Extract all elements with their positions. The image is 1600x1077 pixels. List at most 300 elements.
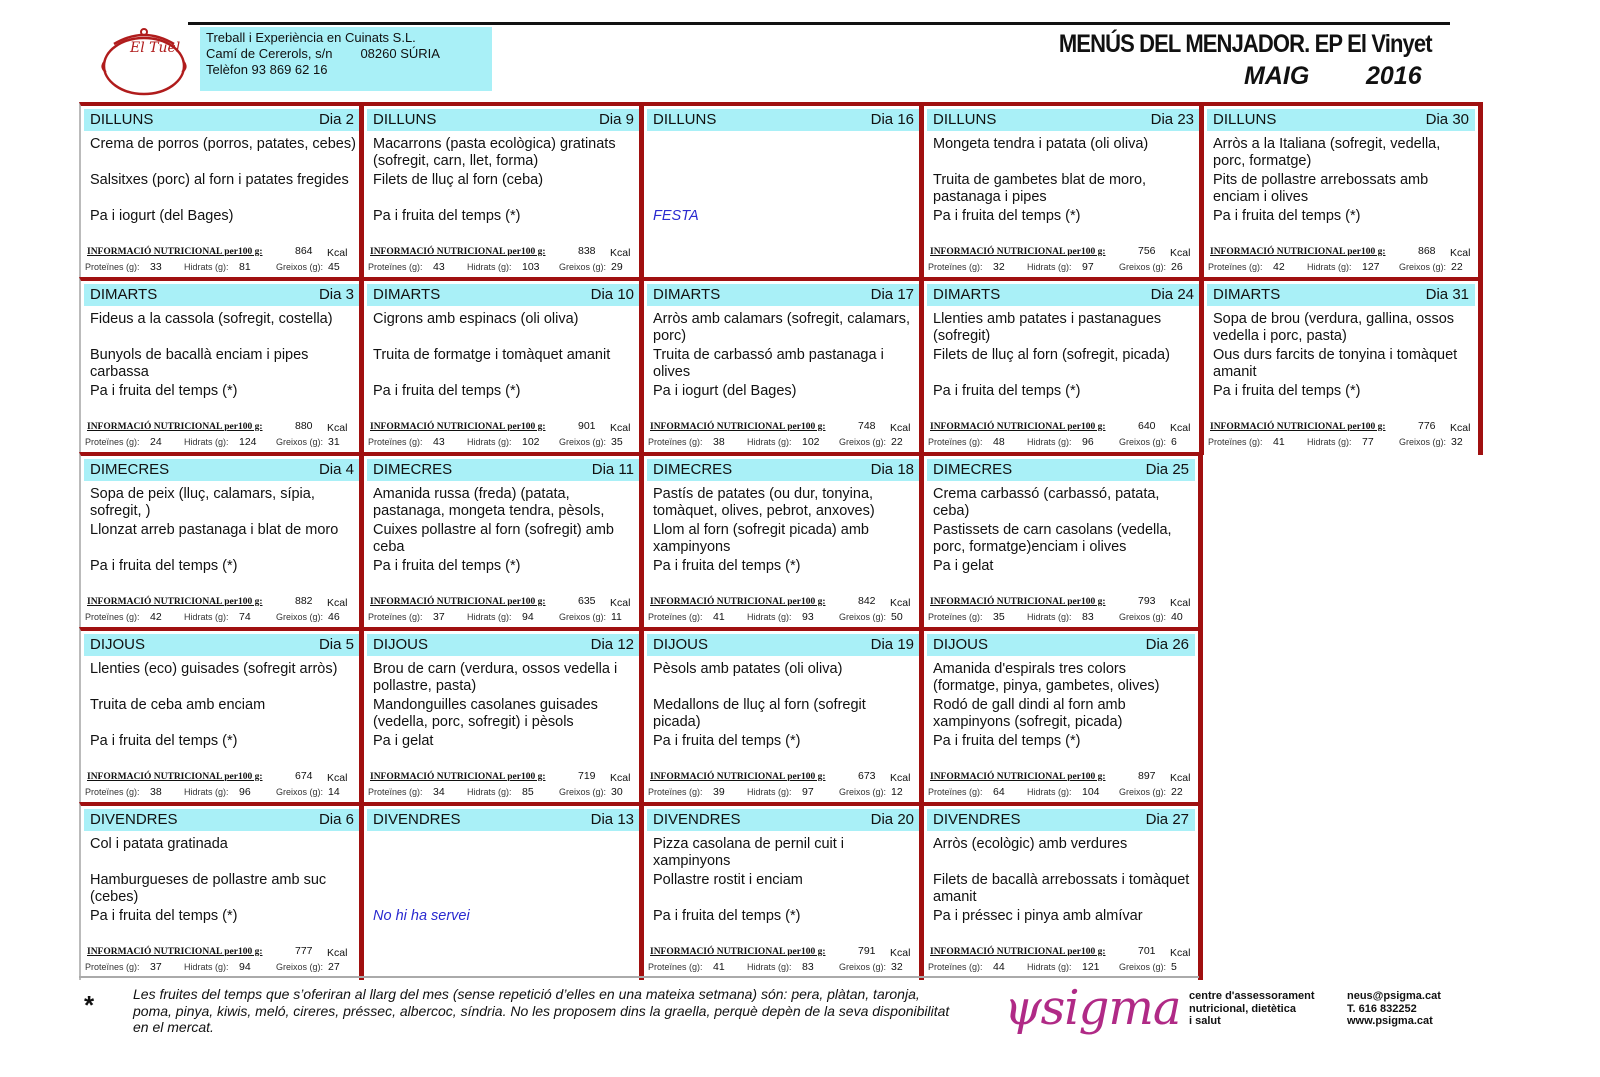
- nutrition-label: INFORMACIÓ NUTRICIONAL per100 g:: [87, 422, 263, 432]
- menu-day-cell: [639, 802, 923, 980]
- grid-bottom-rule: [79, 976, 1199, 978]
- dish-item: Sopa de peix (lluç, calamars, sípia, sofregit, ): [90, 486, 315, 519]
- nutrition-label: INFORMACIÓ NUTRICIONAL per100 g:: [650, 772, 826, 782]
- proteins-label: Proteïnes (g):: [928, 437, 983, 447]
- nutrition-info: [650, 946, 917, 958]
- fats-label: Greixos (g):: [559, 437, 607, 447]
- hydrates-value: 93: [802, 611, 814, 623]
- dish-item: Arròs a la Italiana (sofregit, vedella, porc, formatge): [1213, 136, 1441, 169]
- kcal-value: 897: [1138, 770, 1156, 782]
- proteins-value: 37: [433, 611, 445, 623]
- hydrates-label: Hidrats (g):: [467, 612, 512, 622]
- hydrates-label: Hidrats (g):: [1027, 437, 1072, 447]
- kcal-value: 635: [578, 595, 596, 607]
- dish-list: [1213, 311, 1472, 400]
- nutrition-label: INFORMACIÓ NUTRICIONAL per100 g:: [87, 947, 263, 957]
- nutrition-info: [87, 771, 357, 783]
- nutrition-info: [650, 771, 917, 783]
- proteins-label: Proteïnes (g):: [648, 787, 703, 797]
- nutrition-info: [930, 771, 1192, 783]
- dish-list: [1213, 136, 1472, 225]
- hydrates-value: 74: [239, 611, 251, 623]
- macro-values: [1208, 437, 1474, 450]
- macro-values: [928, 437, 1199, 450]
- fats-label: Greixos (g):: [839, 962, 887, 972]
- hydrates-label: Hidrats (g):: [747, 437, 792, 447]
- nutrition-info: [87, 596, 357, 608]
- day-date: Dia 2: [318, 111, 354, 128]
- hydrates-label: Hidrats (g):: [184, 262, 229, 272]
- day-header: [647, 809, 920, 831]
- proteins-label: Proteïnes (g):: [928, 787, 983, 797]
- dish-item: Truita de carbassó amb pastanaga i olives: [653, 347, 884, 380]
- hydrates-value: 83: [1082, 611, 1094, 623]
- footnote-text: Les fruites del temps que s’oferiran al llarg del mes (sense repetició d’elles en una mateixa setmana) són: pera, plàtan, taronja, poma, pinya, kiwis, meló, cireres, préssec, albercoc, síndria. No les proposem dins la graella, perquè depèn de la seva disponibilitat en el mercat.: [133, 986, 950, 1035]
- nutrition-info: [370, 771, 637, 783]
- day-header: [927, 284, 1200, 306]
- day-name: DILLUNS: [933, 111, 997, 128]
- fats-value: 31: [328, 436, 340, 448]
- hydrates-label: Hidrats (g):: [184, 962, 229, 972]
- dish-item: Pa i fruita del temps (*): [933, 208, 1081, 224]
- dish-item: Medallons de lluç al forn (sofregit picada): [653, 697, 866, 730]
- dish-item: Rodó de gall dindi al forn amb xampinyons (sofregit, picada): [933, 697, 1126, 730]
- dish-item: Cigrons amb espinacs (oli oliva): [373, 311, 579, 327]
- menu-day-cell: [359, 452, 643, 630]
- kcal-unit: Kcal: [1170, 247, 1191, 259]
- proteins-value: 37: [150, 961, 162, 973]
- hydrates-value: 121: [1082, 961, 1100, 973]
- kcal-unit: Kcal: [610, 247, 631, 259]
- dish-item: Filets de bacallà arrebossats i tomàquet amanit: [933, 872, 1190, 905]
- dish-item: Pa i préssec i pinya amb almívar: [933, 908, 1143, 924]
- nutrition-info: [930, 596, 1192, 608]
- nutrition-label: INFORMACIÓ NUTRICIONAL per100 g:: [930, 597, 1106, 607]
- title-month: MAIG: [1244, 62, 1310, 90]
- dish-list: [90, 311, 357, 400]
- hydrates-value: 85: [522, 786, 534, 798]
- day-date: Dia 17: [870, 286, 914, 303]
- day-note: FESTA: [653, 208, 699, 224]
- hydrates-value: 81: [239, 261, 251, 273]
- fats-label: Greixos (g):: [1119, 787, 1167, 797]
- proteins-value: 33: [150, 261, 162, 273]
- day-header: [367, 809, 640, 831]
- psigma-logo: ψsigma: [1004, 980, 1181, 1036]
- kcal-value: 776: [1418, 420, 1436, 432]
- company-name: Treball i Experiència en Cuinats S.L.: [206, 30, 416, 45]
- fats-label: Greixos (g):: [276, 962, 324, 972]
- menu-day-cell: [359, 627, 643, 805]
- dish-item: Fideus a la cassola (sofregit, costella): [90, 311, 333, 327]
- hydrates-value: 97: [802, 786, 814, 798]
- dish-list: [373, 486, 637, 575]
- hydrates-label: Hidrats (g):: [467, 437, 512, 447]
- fats-label: Greixos (g):: [276, 612, 324, 622]
- dish-list: [90, 136, 357, 225]
- kcal-unit: Kcal: [610, 772, 631, 784]
- menu-day-cell: [919, 102, 1203, 280]
- fats-value: 6: [1171, 436, 1177, 448]
- fats-value: 11: [611, 611, 622, 623]
- macro-values: [368, 612, 639, 625]
- hydrates-label: Hidrats (g):: [1027, 787, 1072, 797]
- center-info: [1189, 990, 1315, 1028]
- hydrates-value: 83: [802, 961, 814, 973]
- day-name: DIMARTS: [1213, 286, 1281, 303]
- dish-item: Ous durs farcits de tonyina i tomàquet amanit: [1213, 347, 1458, 380]
- dish-item: Pa i fruita del temps (*): [1213, 383, 1361, 399]
- hydrates-label: Hidrats (g):: [747, 962, 792, 972]
- contact-info: [1347, 990, 1441, 1028]
- day-date: Dia 18: [870, 461, 914, 478]
- macro-values: [928, 262, 1199, 275]
- nutrition-label: INFORMACIÓ NUTRICIONAL per100 g:: [87, 597, 263, 607]
- dish-list: [373, 311, 637, 400]
- day-date: Dia 19: [870, 636, 914, 653]
- center-info-line: centre d'assessorament: [1189, 990, 1315, 1002]
- dish-item: Llenties (eco) guisades (sofregit arròs): [90, 661, 338, 677]
- day-name: DIMECRES: [373, 461, 453, 478]
- macro-values: [85, 437, 359, 450]
- day-header: [927, 109, 1200, 131]
- kcal-value: 868: [1418, 245, 1436, 257]
- proteins-label: Proteïnes (g):: [85, 787, 140, 797]
- hydrates-value: 103: [522, 261, 540, 273]
- kcal-unit: Kcal: [890, 772, 911, 784]
- dish-item: Pa i fruita del temps (*): [90, 383, 238, 399]
- kcal-value: 640: [1138, 420, 1156, 432]
- day-header: [1207, 284, 1475, 306]
- menu-day-cell: [79, 277, 363, 455]
- menu-day-cell: [639, 452, 923, 630]
- fats-label: Greixos (g):: [276, 437, 324, 447]
- day-note: No hi ha servei: [373, 908, 470, 924]
- day-name: DIMARTS: [653, 286, 721, 303]
- day-date: Dia 3: [318, 286, 354, 303]
- hydrates-value: 96: [1082, 436, 1094, 448]
- menu-day-cell: [79, 102, 363, 280]
- day-header: [84, 109, 360, 131]
- day-date: Dia 12: [590, 636, 634, 653]
- day-name: DIVENDRES: [373, 811, 461, 828]
- hydrates-label: Hidrats (g):: [1027, 612, 1072, 622]
- dish-item: Mandonguilles casolanes guisades (vedella, porc, sofregit) i pèsols: [373, 697, 598, 730]
- hydrates-value: 97: [1082, 261, 1094, 273]
- dish-item: Mongeta tendra i patata (oli oliva): [933, 136, 1149, 152]
- proteins-value: 32: [993, 261, 1005, 273]
- fats-value: 32: [891, 961, 903, 973]
- menu-day-cell: [919, 627, 1203, 805]
- nutrition-info: [1210, 421, 1472, 433]
- kcal-unit: Kcal: [327, 247, 348, 259]
- nutrition-info: [650, 596, 917, 608]
- day-name: DIVENDRES: [653, 811, 741, 828]
- kcal-value: 882: [295, 595, 313, 607]
- menu-day-cell: [79, 452, 363, 630]
- day-header: [927, 809, 1195, 831]
- hydrates-label: Hidrats (g):: [747, 612, 792, 622]
- dish-item: Pa i fruita del temps (*): [933, 383, 1081, 399]
- kcal-value: 756: [1138, 245, 1156, 257]
- kcal-unit: Kcal: [610, 597, 631, 609]
- proteins-label: Proteïnes (g):: [648, 437, 703, 447]
- proteins-value: 48: [993, 436, 1005, 448]
- page-title: MENÚS DEL MENJADOR. EP El Vinyet: [1059, 30, 1432, 58]
- dish-list: [653, 311, 917, 400]
- kcal-value: 901: [578, 420, 596, 432]
- dish-list: [90, 836, 357, 925]
- nutrition-label: INFORMACIÓ NUTRICIONAL per100 g:: [650, 597, 826, 607]
- kcal-unit: Kcal: [890, 947, 911, 959]
- top-rule: [188, 22, 1450, 25]
- dish-item: Llenties amb patates i pastanagues (sofregit): [933, 311, 1162, 344]
- fats-value: 5: [1171, 961, 1177, 973]
- dish-item: Filets de lluç al forn (ceba): [373, 172, 544, 188]
- day-header: [367, 109, 640, 131]
- dish-list: [653, 486, 917, 575]
- day-name: DIJOUS: [90, 636, 146, 653]
- day-date: Dia 4: [318, 461, 354, 478]
- nutrition-info: [370, 596, 637, 608]
- day-name: DIJOUS: [373, 636, 429, 653]
- day-header: [84, 459, 360, 481]
- menu-grid: [79, 102, 1487, 1001]
- nutrition-label: INFORMACIÓ NUTRICIONAL per100 g:: [650, 947, 826, 957]
- fats-value: 26: [1171, 261, 1183, 273]
- hydrates-value: 94: [522, 611, 534, 623]
- center-info-line: i salut: [1189, 1015, 1221, 1027]
- fats-label: Greixos (g):: [559, 787, 607, 797]
- hydrates-label: Hidrats (g):: [467, 787, 512, 797]
- nutrition-label: INFORMACIÓ NUTRICIONAL per100 g:: [650, 422, 826, 432]
- dish-list: [933, 486, 1192, 575]
- nutrition-info: [370, 246, 637, 258]
- day-name: DIMARTS: [90, 286, 158, 303]
- proteins-value: 41: [713, 611, 725, 623]
- kcal-value: 864: [295, 245, 313, 257]
- dish-item: Amanida russa (freda) (patata, pastanaga, mongeta tendra, pèsols,: [373, 486, 605, 519]
- day-header: [1207, 109, 1475, 131]
- kcal-value: 838: [578, 245, 596, 257]
- fats-value: 22: [1451, 261, 1463, 273]
- day-date: Dia 10: [590, 286, 634, 303]
- proteins-value: 38: [713, 436, 725, 448]
- proteins-value: 41: [1273, 436, 1285, 448]
- dish-list: [933, 311, 1197, 400]
- day-date: Dia 11: [591, 461, 634, 478]
- hydrates-value: 94: [239, 961, 251, 973]
- company-phone: Telèfon 93 869 62 16: [206, 62, 328, 77]
- menu-day-cell: [359, 277, 643, 455]
- fats-value: 32: [1451, 436, 1463, 448]
- kcal-unit: Kcal: [327, 422, 348, 434]
- dish-item: Llom al forn (sofregit picada) amb xampinyons: [653, 522, 869, 555]
- kcal-unit: Kcal: [1450, 247, 1471, 259]
- day-header: [927, 634, 1195, 656]
- day-name: DIMECRES: [653, 461, 733, 478]
- fats-label: Greixos (g):: [1119, 612, 1167, 622]
- kcal-unit: Kcal: [1170, 422, 1191, 434]
- nutrition-info: [650, 421, 917, 433]
- footnote-star: *: [84, 990, 95, 1020]
- contact-web: www.psigma.cat: [1347, 1015, 1433, 1027]
- fats-value: 12: [891, 786, 903, 798]
- hydrates-value: 104: [1082, 786, 1100, 798]
- day-date: Dia 6: [318, 811, 354, 828]
- fats-label: Greixos (g):: [1119, 437, 1167, 447]
- proteins-value: 35: [993, 611, 1005, 623]
- kcal-value: 777: [295, 945, 313, 957]
- proteins-label: Proteïnes (g):: [85, 612, 140, 622]
- fats-value: 14: [328, 786, 340, 798]
- proteins-value: 43: [433, 436, 445, 448]
- dish-item: Filets de lluç al forn (sofregit, picada): [933, 347, 1170, 363]
- contact-phone: T. 616 832252: [1347, 1002, 1417, 1015]
- dish-item: Sopa de brou (verdura, gallina, ossos vedella i porc, pasta): [1213, 311, 1455, 344]
- dish-item: Truita de formatge i tomàquet amanit: [373, 347, 611, 363]
- nutrition-label: INFORMACIÓ NUTRICIONAL per100 g:: [930, 247, 1106, 257]
- fats-label: Greixos (g):: [839, 612, 887, 622]
- day-date: Dia 20: [870, 811, 914, 828]
- proteins-label: Proteïnes (g):: [85, 962, 140, 972]
- logo-text: El Tuel: [130, 40, 181, 56]
- dish-item: Bunyols de bacallà enciam i pipes carbassa: [90, 347, 309, 380]
- menu-day-cell: [359, 802, 643, 980]
- dish-item: Cuixes pollastre al forn (sofregit) amb ceba: [373, 522, 614, 555]
- kcal-value: 793: [1138, 595, 1156, 607]
- fats-label: Greixos (g):: [1119, 962, 1167, 972]
- nutrition-info: [87, 946, 357, 958]
- dish-list: [933, 836, 1192, 925]
- macro-values: [368, 262, 639, 275]
- nutrition-label: INFORMACIÓ NUTRICIONAL per100 g:: [370, 772, 546, 782]
- menu-day-cell: [359, 102, 643, 280]
- fats-value: 29: [611, 261, 623, 273]
- macro-values: [648, 787, 919, 800]
- day-header: [647, 109, 920, 131]
- day-header: [927, 459, 1195, 481]
- day-name: DIMARTS: [933, 286, 1001, 303]
- fats-label: Greixos (g):: [839, 437, 887, 447]
- day-name: DILLUNS: [653, 111, 717, 128]
- fats-value: 40: [1171, 611, 1183, 623]
- kcal-unit: Kcal: [1170, 597, 1191, 609]
- macro-values: [85, 962, 359, 975]
- nutrition-info: [930, 246, 1197, 258]
- proteins-label: Proteïnes (g):: [928, 262, 983, 272]
- hydrates-value: 77: [1362, 436, 1374, 448]
- dish-item: Pa i iogurt (del Bages): [653, 383, 797, 399]
- dish-item: Pa i fruita del temps (*): [373, 383, 521, 399]
- hydrates-label: Hidrats (g):: [1027, 962, 1072, 972]
- fats-value: 22: [1171, 786, 1183, 798]
- menu-day-cell: [1199, 102, 1483, 280]
- dish-item: Pa i iogurt (del Bages): [90, 208, 234, 224]
- nutrition-label: INFORMACIÓ NUTRICIONAL per100 g:: [1210, 422, 1386, 432]
- dish-item: Truita de ceba amb enciam: [90, 697, 266, 713]
- dish-item: Pa i fruita del temps (*): [653, 733, 801, 749]
- fats-label: Greixos (g):: [1399, 262, 1447, 272]
- day-date: Dia 31: [1425, 286, 1469, 303]
- macro-values: [85, 612, 359, 625]
- proteins-label: Proteïnes (g):: [1208, 262, 1263, 272]
- dish-item: Crema carbassó (carbassó, patata, ceba): [933, 486, 1160, 519]
- day-name: DIMECRES: [933, 461, 1013, 478]
- day-header: [647, 634, 920, 656]
- kcal-value: 674: [295, 770, 313, 782]
- macro-values: [648, 962, 919, 975]
- fats-value: 45: [328, 261, 340, 273]
- macro-values: [85, 787, 359, 800]
- dish-item: Pa i fruita del temps (*): [653, 908, 801, 924]
- dish-item: Pa i fruita del temps (*): [373, 208, 521, 224]
- proteins-value: 44: [993, 961, 1005, 973]
- dish-item: Brou de carn (verdura, ossos vedella i pollastre, pasta): [373, 661, 618, 694]
- company-postal: 08260 SÚRIA: [360, 46, 440, 61]
- kcal-value: 719: [578, 770, 596, 782]
- dish-item: Pastís de patates (ou dur, tonyina, tomàquet, olives, pebrot, anxoves): [653, 486, 875, 519]
- dish-item: Arròs amb calamars (sofregit, calamars, porc): [653, 311, 911, 344]
- day-date: Dia 5: [318, 636, 354, 653]
- dish-item: Arròs (ecològic) amb verdures: [933, 836, 1128, 852]
- dish-item: Hamburgueses de pollastre amb suc (cebes): [90, 872, 327, 905]
- day-header: [84, 634, 360, 656]
- fats-value: 50: [891, 611, 903, 623]
- company-address: Camí de Cererols, s/n: [206, 46, 333, 61]
- dish-item: Pits de pollastre arrebossats amb enciam i olives: [1213, 172, 1429, 205]
- proteins-label: Proteïnes (g):: [648, 612, 703, 622]
- nutrition-label: INFORMACIÓ NUTRICIONAL per100 g:: [1210, 247, 1386, 257]
- hydrates-label: Hidrats (g):: [747, 787, 792, 797]
- day-name: DILLUNS: [1213, 111, 1277, 128]
- nutrition-label: INFORMACIÓ NUTRICIONAL per100 g:: [930, 772, 1106, 782]
- nutrition-info: [930, 421, 1197, 433]
- fats-label: Greixos (g):: [276, 262, 324, 272]
- dish-item: Pèsols amb patates (oli oliva): [653, 661, 843, 677]
- fats-label: Greixos (g):: [1119, 262, 1167, 272]
- proteins-value: 34: [433, 786, 445, 798]
- proteins-value: 24: [150, 436, 162, 448]
- dish-item: Pa i fruita del temps (*): [933, 733, 1081, 749]
- macro-values: [928, 962, 1194, 975]
- nutrition-label: INFORMACIÓ NUTRICIONAL per100 g:: [930, 947, 1106, 957]
- day-header: [367, 634, 640, 656]
- fats-label: Greixos (g):: [276, 787, 324, 797]
- macro-values: [1208, 262, 1474, 275]
- dish-item: Pa i fruita del temps (*): [1213, 208, 1361, 224]
- dish-item: Pa i gelat: [373, 733, 434, 749]
- proteins-label: Proteïnes (g):: [928, 612, 983, 622]
- hydrates-value: 102: [522, 436, 540, 448]
- dish-item: Llonzat arreb pastanaga i blat de moro: [90, 522, 339, 538]
- menu-day-cell: [639, 277, 923, 455]
- kcal-unit: Kcal: [1450, 422, 1471, 434]
- day-date: Dia 27: [1145, 811, 1189, 828]
- dish-list: [933, 661, 1192, 750]
- proteins-label: Proteïnes (g):: [85, 262, 140, 272]
- kcal-unit: Kcal: [1170, 772, 1191, 784]
- hydrates-value: 124: [239, 436, 257, 448]
- fats-value: 35: [611, 436, 623, 448]
- hydrates-label: Hidrats (g):: [1027, 262, 1072, 272]
- center-info-line: nutricional, dietètica: [1189, 1002, 1296, 1015]
- hydrates-value: 96: [239, 786, 251, 798]
- dish-item: Col i patata gratinada: [90, 836, 228, 852]
- day-header: [647, 284, 920, 306]
- fats-label: Greixos (g):: [1399, 437, 1447, 447]
- day-header: [367, 284, 640, 306]
